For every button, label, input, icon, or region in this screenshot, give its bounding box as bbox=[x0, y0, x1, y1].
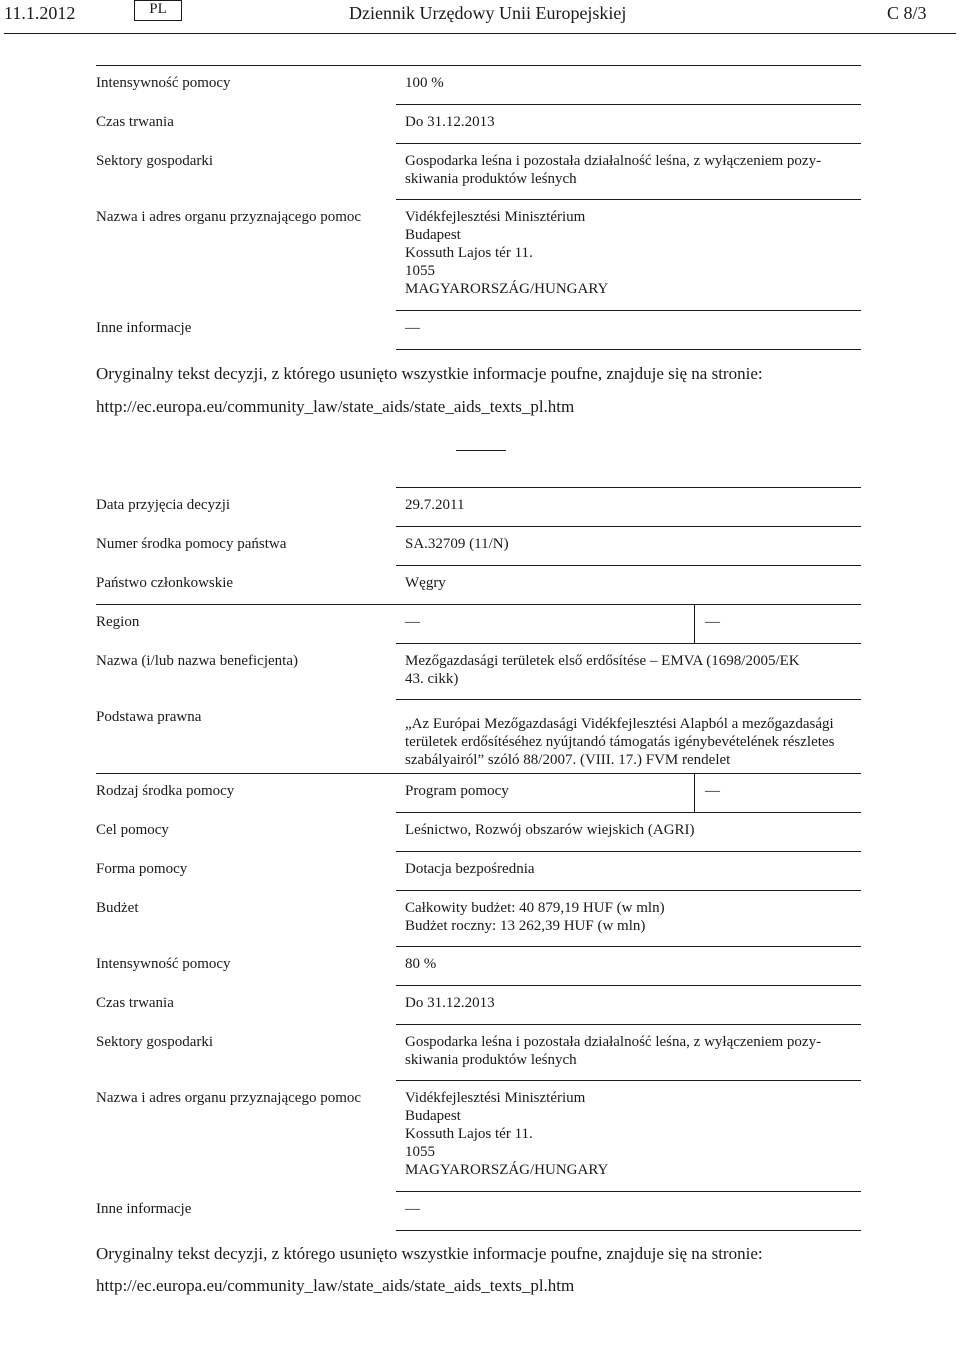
row-sectors bbox=[96, 1025, 861, 1080]
member-state-label: Państwo członkowskie bbox=[96, 575, 234, 591]
cell-divider bbox=[694, 774, 695, 812]
legal-basis-line: „Az Európai Mezőgazdasági Vidékfejlesztési Alapból a mezőgazdasági bbox=[405, 716, 834, 732]
row-objective bbox=[96, 813, 861, 851]
intensity-label: Intensywność pomocy bbox=[96, 75, 231, 91]
row-measure-type bbox=[96, 774, 861, 812]
authority-line: 1055 bbox=[405, 1144, 435, 1160]
form-label: Forma pomocy bbox=[96, 861, 188, 877]
journal-title: Dziennik Urzędowy Unii Europejskiej bbox=[349, 3, 627, 23]
title-value-line: 43. cikk) bbox=[405, 671, 459, 687]
legal-basis-line: szabályairól” szóló 88/2007. (VIII. 17.) FVM rendelet bbox=[405, 752, 731, 768]
legal-basis-label: Podstawa prawna bbox=[96, 709, 202, 725]
authority-line: Kossuth Lajos tér 11. bbox=[405, 1126, 533, 1142]
intensity-value: 100 % bbox=[405, 75, 444, 91]
sectors-value-line: Gospodarka leśna i pozostała działalność leśna, z wyłączeniem pozy- bbox=[405, 153, 822, 169]
duration-value: Do 31.12.2013 bbox=[405, 114, 495, 130]
authority-line: Budapest bbox=[405, 227, 461, 243]
row-intensity bbox=[96, 66, 861, 104]
legal-basis-line: területek erdősítéséhez nyújtandó támogatás igénybevételének részletes bbox=[405, 734, 835, 750]
row-member-state bbox=[96, 566, 861, 604]
row-title bbox=[96, 644, 861, 699]
budget-line: Całkowity budżet: 40 879,19 HUF (w mln) bbox=[405, 900, 665, 916]
budget-line: Budżet roczny: 13 262,39 HUF (w mln) bbox=[405, 918, 646, 934]
original-text-link[interactable]: http://ec.europa.eu/community_law/state_aids/state_aids_texts_pl.htm bbox=[96, 1276, 575, 1295]
row-region bbox=[96, 605, 861, 643]
language-badge: PL bbox=[134, 0, 182, 21]
duration-label: Czas trwania bbox=[96, 995, 174, 1011]
other-label: Inne informacje bbox=[96, 320, 192, 336]
region-value: — bbox=[405, 614, 420, 630]
sectors-value bbox=[405, 1033, 860, 1069]
budget-value bbox=[405, 899, 665, 935]
authority-line: MAGYARORSZÁG/HUNGARY bbox=[405, 1162, 609, 1178]
sectors-value bbox=[405, 152, 860, 188]
row-sectors bbox=[96, 144, 861, 199]
authority-line: Vidékfejlesztési Minisztérium bbox=[405, 1090, 586, 1106]
row-legal-basis bbox=[96, 700, 861, 773]
table-bottom-rule bbox=[396, 1230, 861, 1231]
row-authority bbox=[96, 1081, 861, 1191]
form-value: Dotacja bezpośrednia bbox=[405, 861, 535, 877]
sectors-value-line: skiwania produktów leśnych bbox=[405, 1052, 577, 1068]
table-bottom-rule bbox=[396, 349, 861, 350]
objective-label: Cel pomocy bbox=[96, 822, 169, 838]
title-value-line: Mezőgazdasági területek első erdősítése – EMVA (1698/2005/EK bbox=[405, 653, 800, 669]
adoption-label: Data przyjęcia decyzji bbox=[96, 497, 231, 513]
aid-table-1 bbox=[96, 65, 861, 350]
sectors-value-line: Gospodarka leśna i pozostała działalność leśna, z wyłączeniem pozy- bbox=[405, 1034, 822, 1050]
cell-divider bbox=[694, 605, 695, 643]
authority-value bbox=[405, 1089, 608, 1179]
adoption-value: 29.7.2011 bbox=[405, 497, 465, 513]
original-text-note: Oryginalny tekst decyzji, z którego usunięto wszystkie informacje poufne, znajduje się na stronie: bbox=[96, 1244, 763, 1263]
measure-type-extra: — bbox=[705, 783, 720, 799]
member-state-value: Węgry bbox=[405, 575, 446, 591]
authority-label: Nazwa i adres organu przyznającego pomoc bbox=[96, 209, 362, 225]
row-duration bbox=[96, 986, 861, 1024]
duration-label: Czas trwania bbox=[96, 114, 174, 130]
authority-line: 1055 bbox=[405, 263, 435, 279]
other-label: Inne informacje bbox=[96, 1201, 192, 1217]
row-intensity bbox=[96, 947, 861, 985]
section-separator bbox=[456, 450, 506, 451]
duration-value: Do 31.12.2013 bbox=[405, 995, 495, 1011]
header-rule bbox=[4, 33, 956, 34]
measure-type-label: Rodzaj środka pomocy bbox=[96, 783, 235, 799]
page-header bbox=[0, 0, 960, 33]
aid-number-value: SA.32709 (11/N) bbox=[405, 536, 509, 552]
authority-line: Vidékfejlesztési Minisztérium bbox=[405, 209, 586, 225]
region-label: Region bbox=[96, 614, 140, 630]
region-extra: — bbox=[705, 614, 720, 630]
title-label: Nazwa (i/lub nazwa beneficjenta) bbox=[96, 653, 298, 669]
row-other bbox=[96, 1192, 861, 1230]
title-value bbox=[405, 652, 860, 688]
row-authority bbox=[96, 200, 861, 310]
row-form bbox=[96, 852, 861, 890]
authority-line: Kossuth Lajos tér 11. bbox=[405, 245, 533, 261]
aid-table-2 bbox=[96, 487, 861, 1231]
row-other bbox=[96, 311, 861, 349]
authority-value bbox=[405, 208, 608, 298]
aid-number-label: Numer środka pomocy państwa bbox=[96, 536, 287, 552]
authority-label: Nazwa i adres organu przyznającego pomoc bbox=[96, 1090, 362, 1106]
intensity-value: 80 % bbox=[405, 956, 437, 972]
row-duration bbox=[96, 105, 861, 143]
sectors-label: Sektory gospodarki bbox=[96, 153, 214, 169]
authority-line: MAGYARORSZÁG/HUNGARY bbox=[405, 281, 609, 297]
legal-basis-value bbox=[405, 715, 860, 769]
authority-line: Budapest bbox=[405, 1108, 461, 1124]
row-adoption bbox=[96, 488, 861, 526]
journal-number: C 8/3 bbox=[887, 3, 927, 23]
original-text-note: Oryginalny tekst decyzji, z którego usunięto wszystkie informacje poufne, znajduje się na stronie: bbox=[96, 364, 763, 383]
other-value: — bbox=[405, 320, 420, 336]
journal-date: 11.1.2012 bbox=[4, 3, 76, 23]
measure-type-value: Program pomocy bbox=[405, 783, 509, 799]
row-budget bbox=[96, 891, 861, 946]
other-value: — bbox=[405, 1201, 420, 1217]
budget-label: Budżet bbox=[96, 900, 139, 916]
intensity-label: Intensywność pomocy bbox=[96, 956, 231, 972]
objective-value: Leśnictwo, Rozwój obszarów wiejskich (AGRI) bbox=[405, 822, 695, 838]
sectors-value-line: skiwania produktów leśnych bbox=[405, 171, 577, 187]
original-text-link[interactable]: http://ec.europa.eu/community_law/state_aids/state_aids_texts_pl.htm bbox=[96, 397, 575, 416]
sectors-label: Sektory gospodarki bbox=[96, 1034, 214, 1050]
row-aid-number bbox=[96, 527, 861, 565]
